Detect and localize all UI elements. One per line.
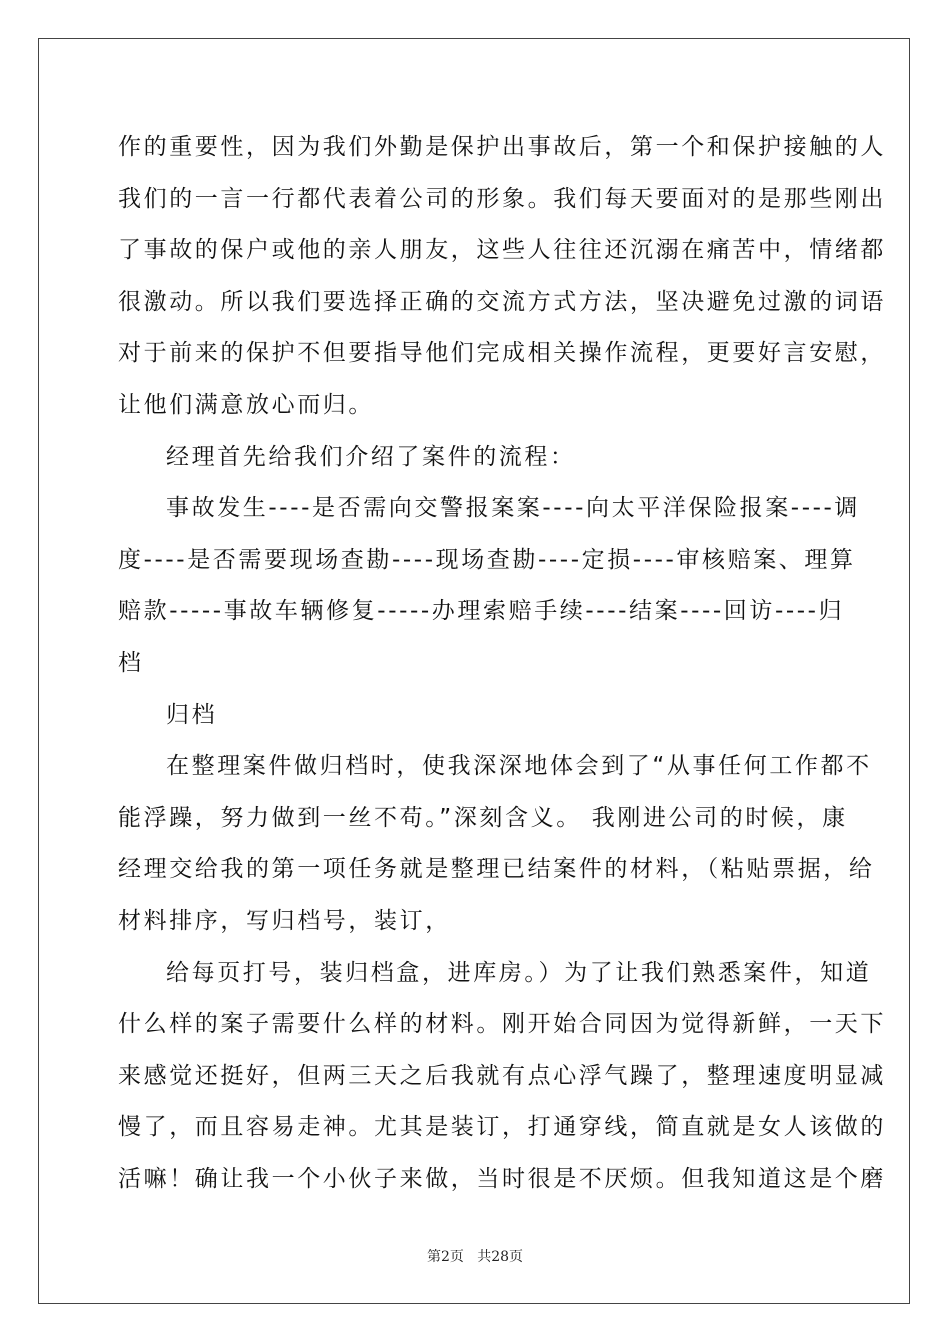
text-line: 给每页打号，装归档盒，进库房。）为了让我们熟悉案件，知道 — [166, 959, 872, 986]
text-line: 作的重要性，因为我们外勤是保护出事故后，第一个和保护接触的人 — [118, 134, 886, 160]
section-heading: 归档 — [166, 701, 218, 728]
body-text — [118, 122, 886, 1205]
text-line: 材料排序，写归档号，装订， — [118, 907, 451, 934]
text-line: 对于前来的保护不但要指导他们完成相关操作流程，更要好言安慰， — [118, 340, 886, 367]
text-line: 经理交给我的第一项任务就是整理已结案件的材料，（粘贴票据，给 — [118, 856, 875, 883]
text-line: 慢了，而且容易走神。尤其是装订，打通穿线，简直就是女人该做的 — [118, 1114, 886, 1141]
text-line: 在整理案件做归档时，使我深深地体会到了“从事任何工作都不 — [166, 753, 872, 780]
text-line: 让他们满意放心而归。 — [118, 391, 374, 418]
text-line: 赔款-----事故车辆修复-----办理索赔手续----结案----回访----归 — [118, 598, 845, 625]
text-line: 能浮躁，努力做到一丝不苟。”深刻含义。 我刚进公司的时候，康 — [118, 804, 848, 831]
text-line: 很激动。所以我们要选择正确的交流方式方法，坚决避免过激的词语 — [118, 288, 886, 315]
text-line: 了事故的保户或他的亲人朋友，这些人往往还沉溺在痛苦中，情绪都 — [118, 237, 886, 264]
page-number: 第2页 共28页 — [426, 1249, 524, 1265]
text-line: 档 — [118, 649, 144, 676]
text-line: 度----是否需要现场查勘----现场查勘----定损----审核赔案、理算 — [118, 546, 856, 573]
text-line: 来感觉还挺好，但两三天之后我就有点心浮气躁了，整理速度明显减 — [118, 1062, 886, 1089]
text-line: 经理首先给我们介绍了案件的流程： — [166, 443, 576, 470]
text-line: 我们的一言一行都代表着公司的形象。我们每天要面对的是那些刚出 — [118, 185, 886, 212]
text-line: 什么样的案子需要什么样的材料。刚开始合同因为觉得新鲜，一天下 — [118, 1011, 886, 1038]
text-line: 事故发生----是否需向交警报案案----向太平洋保险报案----调 — [166, 495, 860, 522]
text-line: 活嘛！确让我一个小伙子来做，当时很是不厌烦。但我知道这是个磨 — [118, 1165, 886, 1192]
